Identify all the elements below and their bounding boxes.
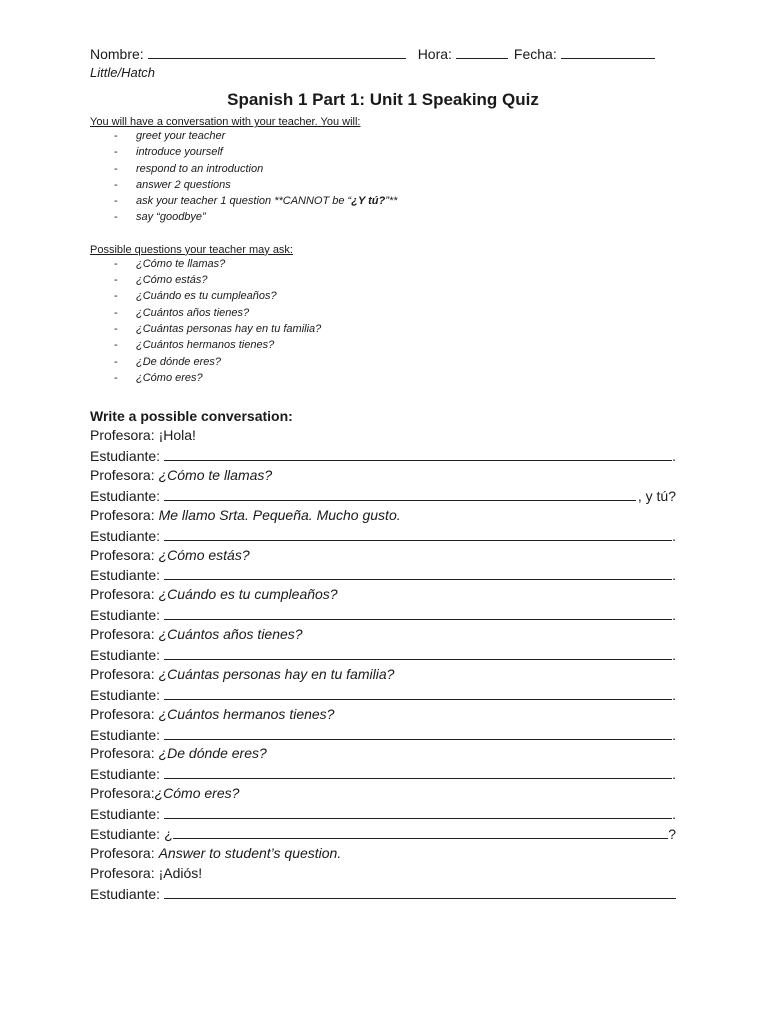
list-item: - greet your teacher <box>114 128 676 144</box>
conversation-line <box>90 506 676 526</box>
teacher-label: Profesora: <box>90 785 155 802</box>
answer-blank[interactable] <box>164 804 672 819</box>
student-label: Estudiante: <box>90 448 161 465</box>
nombre-label: Nombre: <box>90 46 144 62</box>
conversation-line <box>90 585 676 605</box>
list-item <box>114 193 676 209</box>
teacher-prompt: Me llamo Srta. Pequeña. Mucho gusto. <box>158 506 401 523</box>
conversation-line <box>90 486 676 506</box>
teacher-prompt: ¿Cuántos años tienes? <box>158 626 303 643</box>
conversation-title: Write a possible conversation: <box>90 408 293 425</box>
task-end: ”** <box>385 195 398 208</box>
line-ending: . <box>672 686 676 703</box>
student-label: Estudiante: <box>90 607 161 624</box>
conversation-line <box>90 665 676 685</box>
line-ending: . <box>672 806 676 823</box>
conversation-line <box>90 864 676 884</box>
conversation-line <box>90 526 676 546</box>
teacher-prompt: Answer to student’s question. <box>158 844 342 861</box>
list-item: - ¿Cómo eres? <box>114 370 676 386</box>
conversation-line <box>90 426 676 446</box>
line-ending: . <box>672 448 676 465</box>
teacher-prompt: ¿Cuándo es tu cumpleaños? <box>158 586 338 603</box>
student-label: Estudiante: <box>90 487 161 504</box>
answer-blank[interactable] <box>164 884 676 899</box>
student-label: Estudiante: <box>90 686 161 703</box>
list-item: - ¿Cuántos años tienes? <box>114 305 676 321</box>
teacher-label: Profesora: <box>90 427 155 444</box>
list-item: - ¿Cuántos hermanos tienes? <box>114 337 676 353</box>
teacher-label: Profesora: <box>90 626 155 643</box>
hora-blank <box>456 44 508 59</box>
student-label: Estudiante: <box>90 766 161 783</box>
student-label: Estudiante: <box>90 567 161 584</box>
student-label: Estudiante: <box>90 885 161 902</box>
teacher-label: Profesora: <box>90 665 155 682</box>
line-ending: ? <box>668 825 676 842</box>
list-item: - ¿Cuándo es tu cumpleaños? <box>114 288 676 304</box>
line-ending: . <box>672 567 676 584</box>
conversation-line <box>90 764 676 784</box>
line-ending: . <box>672 527 676 544</box>
teacher-prompt: ¿Cuántas personas hay en tu familia? <box>158 665 395 682</box>
conversation-line <box>90 685 676 705</box>
conversation-line <box>90 565 676 585</box>
question-mark-open: ¿ <box>164 825 173 842</box>
teacher-prompt: ¿Cuántos hermanos tienes? <box>158 705 335 722</box>
worksheet <box>90 44 676 904</box>
student-label: Estudiante: <box>90 646 161 663</box>
conversation-line <box>90 466 676 486</box>
conversation-line <box>90 744 676 764</box>
conversation-line <box>90 625 676 645</box>
answer-blank[interactable] <box>164 725 672 740</box>
student-label: Estudiante: <box>90 726 161 743</box>
task-list <box>90 128 676 226</box>
teacher-label: Profesora: <box>90 466 155 483</box>
list-item: - answer 2 questions <box>114 177 676 193</box>
teacher-prompt: ¡Hola! <box>158 427 196 444</box>
conversation-line <box>90 725 676 745</box>
answer-blank[interactable] <box>164 565 672 580</box>
questions-intro: Possible questions your teacher may ask: <box>90 243 293 256</box>
teacher-prompt: ¿Cómo eres? <box>154 785 240 802</box>
conversation-line <box>90 645 676 665</box>
teacher-label: Profesora: <box>90 844 155 861</box>
conversation-line <box>90 784 676 804</box>
conversation-line <box>90 824 676 844</box>
teacher-label: Profesora: <box>90 506 155 523</box>
line-ending: , y tú? <box>637 487 676 504</box>
answer-blank[interactable] <box>173 824 669 839</box>
task-text: ask your teacher 1 question **CANNOT be “ <box>136 195 352 208</box>
conversation-line <box>90 705 676 725</box>
answer-blank[interactable] <box>164 764 672 779</box>
subheading: Little/Hatch <box>90 65 156 80</box>
answer-blank[interactable] <box>164 446 672 461</box>
teacher-label: Profesora: <box>90 546 155 563</box>
line-ending: . <box>672 766 676 783</box>
answer-blank[interactable] <box>164 645 672 660</box>
fecha-label: Fecha: <box>513 46 557 62</box>
teacher-label: Profesora: <box>90 864 155 881</box>
student-label: Estudiante: <box>90 806 161 823</box>
list-item: - introduce yourself <box>114 144 676 160</box>
instructions-intro: You will have a conversation with your teacher. You will: <box>90 116 361 128</box>
nombre-blank <box>148 44 406 59</box>
line-ending: . <box>672 646 676 663</box>
student-label: Estudiante: <box>90 825 161 842</box>
teacher-prompt: ¿De dónde eres? <box>158 745 267 762</box>
teacher-label: Profesora: <box>90 586 155 603</box>
teacher-prompt: ¿Cómo te llamas? <box>158 466 273 483</box>
hora-label: Hora: <box>417 46 452 62</box>
fecha-blank <box>561 44 655 59</box>
header-row <box>90 44 676 66</box>
conversation-line <box>90 605 676 625</box>
teacher-label: Profesora: <box>90 745 155 762</box>
line-ending: . <box>672 607 676 624</box>
page-title: Spanish 1 Part 1: Unit 1 Speaking Quiz <box>227 90 539 109</box>
list-item: - ¿De dónde eres? <box>114 354 676 370</box>
conversation-line <box>90 884 676 904</box>
conversation-line <box>90 804 676 824</box>
line-ending: . <box>672 726 676 743</box>
conversation-line <box>90 844 676 864</box>
answer-blank[interactable] <box>164 685 672 700</box>
question-list <box>90 256 676 386</box>
list-item: - ¿Cuántas personas hay en tu familia? <box>114 321 676 337</box>
answer-blank[interactable] <box>164 526 672 541</box>
student-label: Estudiante: <box>90 527 161 544</box>
answer-blank[interactable] <box>164 486 636 501</box>
teacher-label: Profesora: <box>90 705 155 722</box>
teacher-prompt: ¿Cómo estás? <box>158 546 250 563</box>
task-bold: ¿Y tú? <box>351 195 386 208</box>
list-item: - say “goodbye” <box>114 209 676 225</box>
list-item: - respond to an introduction <box>114 161 676 177</box>
answer-blank[interactable] <box>164 605 672 620</box>
conversation-line <box>90 446 676 466</box>
list-item: - ¿Cómo te llamas? <box>114 256 676 272</box>
list-item: - ¿Cómo estás? <box>114 272 676 288</box>
teacher-prompt: ¡Adiós! <box>158 864 203 881</box>
conversation <box>90 426 676 903</box>
conversation-line <box>90 546 676 566</box>
